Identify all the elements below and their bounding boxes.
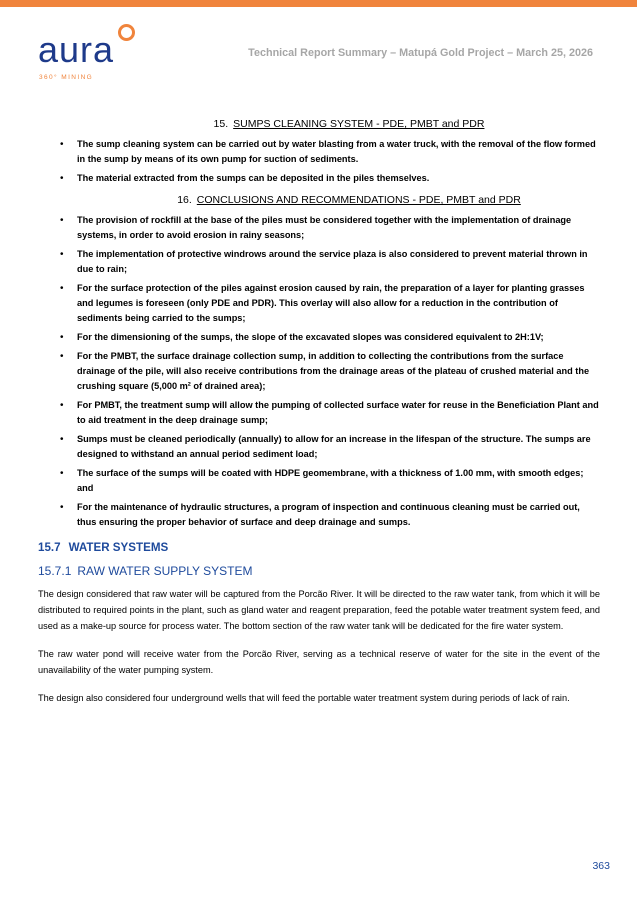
bullet-icon: • (60, 249, 64, 261)
list-item: • The sump cleaning system can be carried out by water blasting from a water truck, with the removal of the flow formed in the sump by means of its own pump for suction of sediments. (60, 139, 596, 165)
bullet-icon: • (60, 332, 64, 344)
report-header-title: Technical Report Summary – Matupá Gold Project – March 25, 2026 (248, 47, 593, 59)
bullet-icon: • (60, 139, 64, 150)
heading-number: 15.7.1 (38, 563, 72, 578)
list-item: • The material extracted from the sumps can be deposited in the piles themselves. (38, 171, 600, 186)
page-content (38, 118, 600, 718)
list-item: • Sumps must be cleaned periodically (annually) to allow for an increase in the lifespan of the structure. The sumps are designed to withstand an annual period sediment load; (60, 433, 591, 459)
logo-tagline: 360° MINING (39, 74, 94, 81)
list-item: • The implementation of protective windrows around the service plaza is also considered to prevent material thrown in due to rain; (60, 249, 588, 275)
bullet-icon: • (60, 350, 64, 362)
list-item: • For the dimensioning of the sumps, the slope of the excavated slopes was considered equivalent to 2H:1V; (38, 330, 600, 345)
bullet-icon: • (60, 501, 64, 513)
bullet-icon: • (60, 282, 64, 294)
section-title: SUMPS CLEANING SYSTEM - PDE, PMBT and PDR (233, 118, 485, 130)
list-item: • For the PMBT, the surface drainage collection sump, in addition to collecting the contributions from the surface drainage of the pile, will also receive contributions from the drainage areas of the plateau of crushed material and the crushing square (5,000 m² of drained area); (60, 350, 590, 392)
heading-number: 15.7 (38, 540, 61, 554)
list-item: • For PMBT, the treatment sump will allow the pumping of collected surface water for reuse in the Beneficiation Plant and to aid treatment in the deep drainage sump; (60, 399, 599, 426)
section-15-heading (38, 118, 600, 130)
heading-title: WATER SYSTEMS (68, 540, 169, 554)
bullet-icon: • (60, 215, 64, 227)
logo-ring-icon (118, 24, 135, 41)
section-title: CONCLUSIONS AND RECOMMENDATIONS - PDE, PMBT and PDR (196, 194, 521, 207)
aura-logo (38, 22, 158, 88)
list-item: • For the surface protection of the piles against erosion caused by rain, the preparation of a layer for planting grasses and legumes is foreseen (only PDE and PDR). This overlay will also allow for a reduction in the contribution of sediments being carried to the sumps; (60, 282, 585, 324)
heading-raw-water-supply (38, 564, 600, 578)
heading-water-systems (38, 541, 600, 554)
top-accent-bar (0, 0, 637, 7)
section-number: 16. (177, 194, 192, 207)
heading-title: RAW WATER SUPPLY SYSTEM (77, 563, 253, 578)
list-item: • The provision of rockfill at the base of the piles must be considered together with the implementation of drainage systems, in order to avoid erosion in rainy seasons; (60, 215, 572, 241)
paragraph: The raw water pond will receive water from the Porcão River, serving as a technical reserve of water for the site in the event of the unavailability of the water pumping system. (38, 648, 600, 675)
paragraph: The design considered that raw water will be captured from the Porcão River. It will be directed to the raw water tank, from which it will be distributed to required points in the plant, such as gland water and reagent preparation, feed the potable water treatment system feed, and used as a make-up source for process water. The bottom section of the raw water tank will be dedicated for the fire water system. (38, 588, 600, 631)
bullet-icon: • (60, 467, 64, 479)
logo-wordmark: aura (38, 29, 115, 70)
page-number: 363 (592, 860, 610, 872)
list-item: • The surface of the sumps will be coated with HDPE geomembrane, with a thickness of 1.00 mm, with smooth edges; and (60, 467, 584, 493)
section-number: 15. (213, 118, 229, 130)
bullet-icon: • (60, 172, 64, 184)
paragraph: The design also considered four underground wells that will feed the portable water treatment system during periods of lack of rain. (38, 692, 570, 703)
list-item: • For the maintenance of hydraulic structures, a program of inspection and continuous cleaning must be carried out, thus ensuring the proper behavior of surface and deep drainage and sumps. (60, 501, 580, 527)
section-15-bullet-list (38, 137, 600, 186)
bullet-icon: • (60, 433, 64, 445)
section-16-heading (38, 194, 600, 206)
bullet-icon: • (60, 399, 64, 411)
section-16-bullet-list (38, 213, 600, 530)
